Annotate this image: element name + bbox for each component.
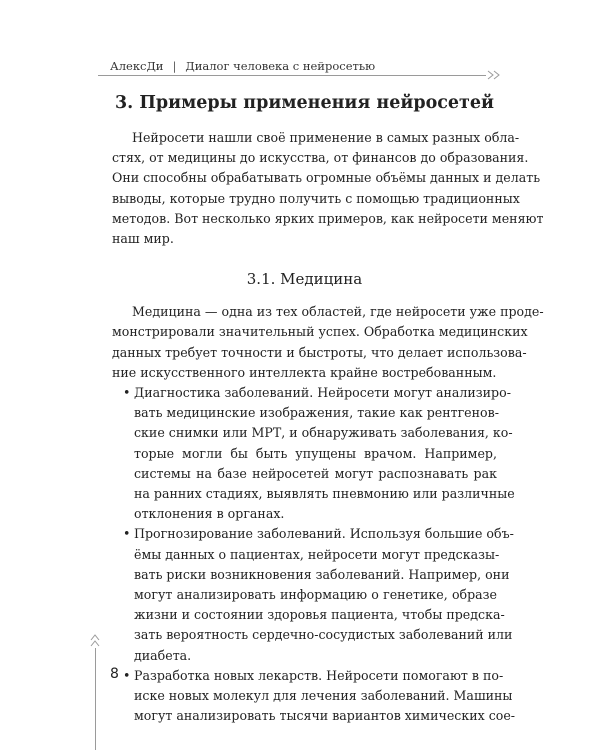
text-line: жизни и состоянии здоровья пациента, чтобы предска- [134,607,505,623]
text-line: выводы, которые трудно получить с помощью традиционных [112,190,520,206]
text-line: Они способны обрабатывать огромные объёмы данных и делать [112,170,541,186]
subsection-intro-paragraph [112,302,544,383]
text-line: вать медицинские изображения, такие как рентгенов- [134,405,499,421]
section-intro-paragraph [112,128,544,249]
double-chevron-right-icon [486,69,504,81]
bullet-marker: • [123,385,131,401]
list-item-text [134,666,516,727]
text-line: Разработка новых лекарств. Нейросети помогают в по- [134,667,504,683]
text-line: торые могли бы быть упущены врачом. Например, [134,445,497,461]
text-line: зать вероятность сердечно-сосудистых заболеваний или [134,627,513,643]
page-number: 8 [110,666,119,682]
bullet-marker: • [123,667,131,683]
bullet-list [112,383,516,726]
text-line: данных требует точности и быстроты, что делает использова- [112,344,527,360]
running-header-text [110,59,375,73]
text-line: на ранних стадиях, выявлять пневмонию или различные [134,486,515,502]
text-line: Медицина — одна из тех областей, где нейросети уже продe- [132,304,544,320]
section-heading: 3. Примеры применения нейросетей [114,93,494,113]
text-line: могут анализировать информацию о генетике, образе [134,587,497,603]
text-line: отклонения в органах. [134,506,285,522]
text-line: Нейросети нашли своё применение в самых разных обла- [132,130,520,145]
header-book-title: Диалог человека с нейросетью [185,59,376,73]
text-line: диабета. [134,647,192,663]
bullet-marker: • [123,526,131,542]
page-body [112,92,544,726]
text-line: стях, от медицины до искусства, от финансов до образования. [112,150,529,166]
text-line: ние искусственного интеллекта крайне востребованным. [112,364,497,380]
text-line: монстрировали значительный успех. Обработка медицинских [112,324,528,340]
list-item [112,666,516,727]
header-rule [98,75,486,76]
text-line: системы на базе нейросетей могут распознавать рак [134,465,497,481]
text-line: могут анализировать тысячи вариантов химических сое- [134,708,516,724]
text-line: Диагностика заболеваний. Нейросети могут анализиро- [134,385,511,401]
margin-rule [95,648,96,750]
list-item [112,383,515,524]
list-item [112,524,514,665]
header-separator: | [172,59,177,73]
text-line: наш мир. [112,231,174,247]
text-line: иске новых молекул для лечения заболеваний. Машины [134,688,513,704]
text-line: вать риски возникновения заболеваний. Например, они [134,566,510,582]
header-author: АлексДи [110,59,164,73]
text-line: ские снимки или МРТ, и обнаруживать заболевания, ко- [134,425,513,441]
subsection-heading: 3.1. Медицина [246,270,363,289]
list-item-text [134,383,515,524]
running-header [110,59,530,75]
text-line: методов. Вот несколько ярких примеров, как нейросети меняют [112,210,544,226]
list-item-text [134,524,514,665]
text-line: ёмы данных о пациентах, нейросети могут предсказы- [134,546,500,562]
text-line: Прогнозирование заболеваний. Используя большие объ- [134,526,514,542]
